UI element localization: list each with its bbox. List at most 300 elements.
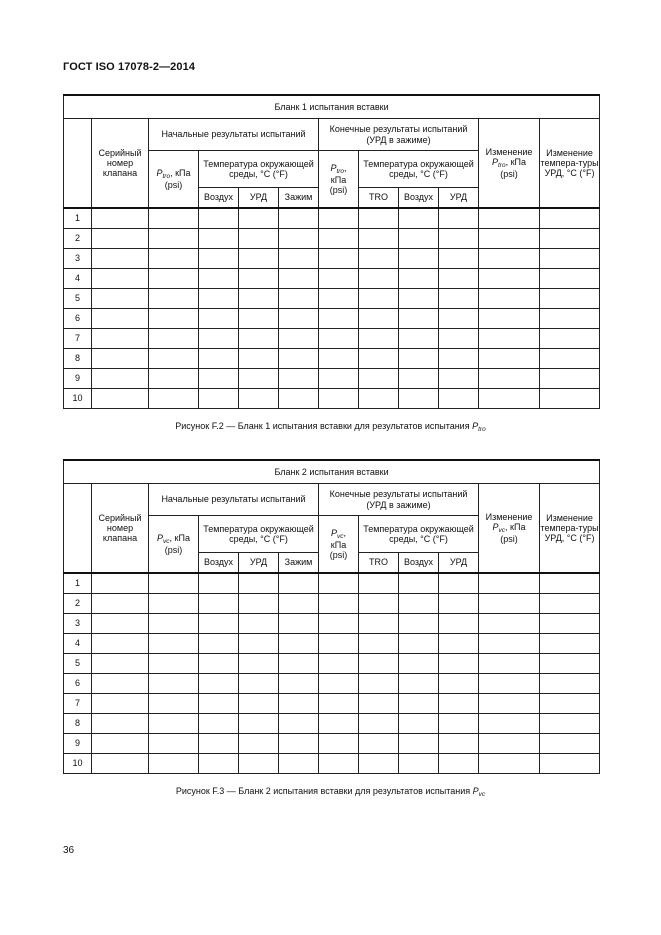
entry-cell[interactable]: [319, 269, 359, 289]
entry-cell[interactable]: [540, 349, 600, 369]
entry-cell[interactable]: [319, 229, 359, 249]
page-number: 36: [63, 845, 75, 856]
entry-cell[interactable]: [239, 573, 279, 594]
entry-cell[interactable]: [199, 389, 239, 409]
row-number: 10: [64, 389, 92, 409]
caption-subscript: tro: [478, 426, 486, 433]
entry-cell[interactable]: [479, 674, 540, 694]
entry-cell[interactable]: [399, 289, 439, 309]
table-row: [64, 754, 600, 774]
entry-cell[interactable]: [540, 269, 600, 289]
table-row: [64, 734, 600, 754]
entry-cell[interactable]: [479, 654, 540, 674]
entry-cell[interactable]: [359, 289, 399, 309]
entry-cell[interactable]: [239, 369, 279, 389]
entry-cell[interactable]: [149, 694, 199, 714]
pressure-subscript: vc: [498, 526, 506, 534]
entry-cell[interactable]: [279, 249, 319, 269]
entry-cell[interactable]: [199, 329, 239, 349]
row-number: 5: [64, 654, 92, 674]
caption-symbol: P: [472, 421, 479, 431]
entry-cell[interactable]: [439, 229, 479, 249]
entry-cell[interactable]: [439, 389, 479, 409]
entry-cell[interactable]: [279, 329, 319, 349]
entry-cell[interactable]: [540, 329, 600, 349]
entry-cell[interactable]: [149, 674, 199, 694]
entry-cell[interactable]: [399, 594, 439, 614]
entry-cell[interactable]: [399, 714, 439, 734]
entry-cell[interactable]: [359, 674, 399, 694]
pressure-psi: (psi): [500, 169, 518, 180]
table-row: [64, 594, 600, 614]
entry-cell[interactable]: [149, 208, 199, 229]
entry-cell[interactable]: [319, 249, 359, 269]
final-ambient-temp-header: Температура окружающей среды, °С (°F): [359, 151, 479, 188]
entry-cell[interactable]: [239, 349, 279, 369]
pressure-symbol: P: [491, 156, 498, 167]
entry-cell[interactable]: [319, 389, 359, 409]
row-number: 4: [64, 269, 92, 289]
entry-cell[interactable]: [319, 694, 359, 714]
entry-cell[interactable]: [439, 289, 479, 309]
entry-cell[interactable]: [479, 289, 540, 309]
entry-cell[interactable]: [239, 734, 279, 754]
entry-cell[interactable]: [479, 734, 540, 754]
entry-cell[interactable]: [540, 754, 600, 774]
entry-cell[interactable]: [319, 734, 359, 754]
row-number: 1: [64, 573, 92, 594]
entry-cell[interactable]: [92, 229, 149, 249]
entry-cell[interactable]: [359, 329, 399, 349]
entry-cell[interactable]: [439, 573, 479, 594]
entry-cell[interactable]: [239, 208, 279, 229]
entry-cell[interactable]: [479, 249, 540, 269]
row-number: 9: [64, 369, 92, 389]
entry-cell[interactable]: [199, 309, 239, 329]
entry-cell[interactable]: [359, 573, 399, 594]
entry-cell[interactable]: [279, 229, 319, 249]
pressure-unit-kpa: кПа: [330, 540, 347, 551]
entry-cell[interactable]: [359, 694, 399, 714]
pressure-symbol: P: [330, 162, 337, 173]
entry-cell[interactable]: [359, 594, 399, 614]
entry-cell[interactable]: [359, 734, 399, 754]
entry-cell[interactable]: [239, 249, 279, 269]
pressure-change-header: [479, 119, 540, 209]
entry-cell[interactable]: [279, 714, 319, 734]
entry-cell[interactable]: [540, 309, 600, 329]
row-number: 10: [64, 754, 92, 774]
entry-cell[interactable]: [279, 634, 319, 654]
entry-cell[interactable]: [239, 674, 279, 694]
entry-cell[interactable]: [92, 329, 149, 349]
entry-cell[interactable]: [359, 614, 399, 634]
entry-cell[interactable]: [199, 269, 239, 289]
entry-cell[interactable]: [149, 389, 199, 409]
table-row: [64, 269, 600, 289]
entry-cell[interactable]: [149, 349, 199, 369]
row-number: 5: [64, 289, 92, 309]
pressure-change-label: Изменение: [485, 511, 533, 522]
entry-cell[interactable]: [239, 389, 279, 409]
col-tro: TRO: [359, 188, 399, 209]
row-number-header: [64, 484, 92, 574]
entry-cell[interactable]: [540, 594, 600, 614]
entry-cell[interactable]: [540, 654, 600, 674]
entry-cell[interactable]: [239, 229, 279, 249]
entry-cell[interactable]: [279, 654, 319, 674]
entry-cell[interactable]: [439, 694, 479, 714]
row-number: 2: [64, 594, 92, 614]
entry-cell[interactable]: [149, 249, 199, 269]
entry-cell[interactable]: [479, 208, 540, 229]
entry-cell[interactable]: [479, 714, 540, 734]
entry-cell[interactable]: [149, 573, 199, 594]
table-row: [64, 208, 600, 229]
entry-cell[interactable]: [92, 309, 149, 329]
pressure-unit-psi: (psi): [329, 550, 348, 561]
entry-cell[interactable]: [239, 754, 279, 774]
entry-cell[interactable]: [199, 654, 239, 674]
entry-cell[interactable]: [319, 674, 359, 694]
table-row: [64, 369, 600, 389]
entry-cell[interactable]: [439, 754, 479, 774]
pressure-unit: , кПа (psi): [164, 532, 190, 556]
entry-cell[interactable]: [479, 694, 540, 714]
entry-cell[interactable]: [149, 594, 199, 614]
pressure-symbol: P: [156, 167, 163, 178]
entry-cell[interactable]: [439, 369, 479, 389]
entry-cell[interactable]: [439, 714, 479, 734]
entry-cell[interactable]: [92, 694, 149, 714]
entry-cell[interactable]: [399, 229, 439, 249]
serial-number-header: Серийный номер клапана: [92, 119, 149, 209]
entry-cell[interactable]: [359, 309, 399, 329]
col-urd-initial: УРД: [239, 553, 279, 574]
entry-cell[interactable]: [319, 594, 359, 614]
entry-cell[interactable]: [199, 674, 239, 694]
entry-cell[interactable]: [439, 674, 479, 694]
figure-caption-f2: [0, 421, 661, 433]
entry-cell[interactable]: [359, 714, 399, 734]
entry-cell[interactable]: [149, 654, 199, 674]
pressure-change-header: [479, 484, 540, 574]
entry-cell[interactable]: [319, 573, 359, 594]
table-row: [64, 674, 600, 694]
entry-cell[interactable]: [149, 614, 199, 634]
temperature-change-header: Изменение темпера-туры УРД, °С (°F): [540, 119, 600, 209]
entry-cell[interactable]: [239, 694, 279, 714]
caption-text: Рисунок F.3 — Бланк 2 испытания вставки для результатов испытания: [175, 786, 471, 796]
pressure-symbol: P: [157, 532, 164, 543]
entry-cell[interactable]: [279, 309, 319, 329]
entry-cell[interactable]: [279, 694, 319, 714]
entry-cell[interactable]: [399, 694, 439, 714]
entry-cell[interactable]: [279, 389, 319, 409]
entry-cell[interactable]: [199, 369, 239, 389]
row-number: 6: [64, 309, 92, 329]
entry-cell[interactable]: [540, 389, 600, 409]
entry-cell[interactable]: [359, 269, 399, 289]
entry-cell[interactable]: [199, 714, 239, 734]
entry-cell[interactable]: [359, 754, 399, 774]
entry-cell[interactable]: [149, 754, 199, 774]
entry-cell[interactable]: [239, 269, 279, 289]
table-row: [64, 229, 600, 249]
entry-cell[interactable]: [239, 329, 279, 349]
entry-cell[interactable]: [399, 349, 439, 369]
entry-cell[interactable]: [359, 654, 399, 674]
table-row: [64, 634, 600, 654]
entry-cell[interactable]: [439, 594, 479, 614]
entry-cell[interactable]: [199, 734, 239, 754]
entry-cell[interactable]: [239, 614, 279, 634]
entry-cell[interactable]: [399, 269, 439, 289]
entry-cell[interactable]: [479, 349, 540, 369]
entry-cell[interactable]: [540, 714, 600, 734]
entry-cell[interactable]: [399, 634, 439, 654]
table-row: [64, 714, 600, 734]
entry-cell[interactable]: [359, 349, 399, 369]
col-air-initial: Воздух: [199, 188, 239, 209]
entry-cell[interactable]: [92, 674, 149, 694]
entry-cell[interactable]: [92, 594, 149, 614]
entry-cell[interactable]: [439, 249, 479, 269]
entry-cell[interactable]: [319, 634, 359, 654]
pressure-change-label: Изменение: [485, 146, 533, 157]
entry-cell[interactable]: [399, 249, 439, 269]
entry-cell[interactable]: [199, 594, 239, 614]
entry-cell[interactable]: [279, 734, 319, 754]
entry-cell[interactable]: [92, 208, 149, 229]
entry-cell[interactable]: [399, 614, 439, 634]
form-body: [64, 208, 600, 409]
entry-cell[interactable]: [149, 289, 199, 309]
entry-cell[interactable]: [319, 754, 359, 774]
entry-cell[interactable]: [540, 734, 600, 754]
entry-cell[interactable]: [149, 734, 199, 754]
entry-cell[interactable]: [319, 349, 359, 369]
entry-cell[interactable]: [199, 289, 239, 309]
entry-cell[interactable]: [359, 369, 399, 389]
entry-cell[interactable]: [239, 714, 279, 734]
entry-cell[interactable]: [199, 349, 239, 369]
entry-cell[interactable]: [319, 654, 359, 674]
initial-ambient-temp-header: Температура окружающей среды, °С (°F): [199, 516, 319, 553]
col-clamp-initial: Зажим: [279, 188, 319, 209]
entry-cell[interactable]: [92, 754, 149, 774]
entry-cell[interactable]: [540, 369, 600, 389]
insert-test-form-1: [63, 94, 600, 409]
entry-cell[interactable]: [439, 734, 479, 754]
entry-cell[interactable]: [239, 309, 279, 329]
entry-cell[interactable]: [399, 369, 439, 389]
entry-cell[interactable]: [92, 654, 149, 674]
entry-cell[interactable]: [540, 289, 600, 309]
entry-cell[interactable]: [479, 389, 540, 409]
entry-cell[interactable]: [479, 369, 540, 389]
entry-cell[interactable]: [439, 654, 479, 674]
entry-cell[interactable]: [149, 369, 199, 389]
entry-cell[interactable]: [199, 614, 239, 634]
entry-cell[interactable]: [540, 634, 600, 654]
entry-cell[interactable]: [279, 674, 319, 694]
entry-cell[interactable]: [399, 329, 439, 349]
entry-cell[interactable]: [92, 269, 149, 289]
insert-test-form-2: [63, 459, 600, 774]
entry-cell[interactable]: [92, 573, 149, 594]
entry-cell[interactable]: [359, 249, 399, 269]
table-row: [64, 349, 600, 369]
pressure-unit: ,: [343, 527, 347, 538]
entry-cell[interactable]: [239, 654, 279, 674]
entry-cell[interactable]: [92, 714, 149, 734]
entry-cell[interactable]: [479, 269, 540, 289]
entry-cell[interactable]: [479, 229, 540, 249]
entry-cell[interactable]: [359, 389, 399, 409]
entry-cell[interactable]: [540, 229, 600, 249]
entry-cell[interactable]: [279, 573, 319, 594]
entry-cell[interactable]: [279, 208, 319, 229]
entry-cell[interactable]: [92, 634, 149, 654]
entry-cell[interactable]: [399, 573, 439, 594]
entry-cell[interactable]: [279, 594, 319, 614]
entry-cell[interactable]: [479, 754, 540, 774]
col-clamp-initial: Зажим: [279, 553, 319, 574]
entry-cell[interactable]: [149, 634, 199, 654]
entry-cell[interactable]: [92, 249, 149, 269]
entry-cell[interactable]: [479, 614, 540, 634]
entry-cell[interactable]: [149, 329, 199, 349]
entry-cell[interactable]: [399, 208, 439, 229]
pressure-psi: (psi): [500, 534, 518, 545]
entry-cell[interactable]: [439, 634, 479, 654]
pressure-unit-psi: (psi): [329, 185, 348, 196]
caption-symbol: P: [472, 786, 479, 796]
row-number: 3: [64, 614, 92, 634]
entry-cell[interactable]: [149, 229, 199, 249]
form-title: Бланк 1 испытания вставки: [64, 95, 600, 119]
entry-cell[interactable]: [319, 289, 359, 309]
entry-cell[interactable]: [319, 329, 359, 349]
entry-cell[interactable]: [439, 614, 479, 634]
entry-cell[interactable]: [239, 594, 279, 614]
entry-cell[interactable]: [399, 674, 439, 694]
entry-cell[interactable]: [439, 269, 479, 289]
entry-cell[interactable]: [319, 309, 359, 329]
caption-subscript: vc: [478, 791, 486, 798]
entry-cell[interactable]: [239, 634, 279, 654]
entry-cell[interactable]: [540, 208, 600, 229]
row-number: 7: [64, 694, 92, 714]
entry-cell[interactable]: [279, 614, 319, 634]
entry-cell[interactable]: [199, 249, 239, 269]
entry-cell[interactable]: [279, 754, 319, 774]
pressure-symbol: P: [330, 527, 337, 538]
entry-cell[interactable]: [359, 634, 399, 654]
entry-cell[interactable]: [199, 208, 239, 229]
entry-cell[interactable]: [540, 573, 600, 594]
row-number: 6: [64, 674, 92, 694]
table-row: [64, 389, 600, 409]
entry-cell[interactable]: [92, 389, 149, 409]
entry-cell[interactable]: [479, 594, 540, 614]
entry-cell[interactable]: [540, 674, 600, 694]
pressure-unit: , кПа (psi): [164, 167, 191, 191]
entry-cell[interactable]: [239, 289, 279, 309]
entry-cell[interactable]: [199, 229, 239, 249]
row-number-header: [64, 119, 92, 209]
table-row: [64, 694, 600, 714]
entry-cell[interactable]: [540, 694, 600, 714]
entry-cell[interactable]: [319, 369, 359, 389]
final-pressure-header: [319, 516, 359, 574]
initial-results-header: Начальные результаты испытаний: [149, 119, 319, 151]
entry-cell[interactable]: [439, 329, 479, 349]
entry-cell[interactable]: [149, 269, 199, 289]
entry-cell[interactable]: [479, 573, 540, 594]
entry-cell[interactable]: [279, 369, 319, 389]
entry-cell[interactable]: [479, 309, 540, 329]
entry-cell[interactable]: [399, 754, 439, 774]
entry-cell[interactable]: [199, 634, 239, 654]
row-number: 2: [64, 229, 92, 249]
entry-cell[interactable]: [149, 714, 199, 734]
entry-cell[interactable]: [279, 269, 319, 289]
pressure-subscript: vc: [337, 532, 344, 540]
entry-cell[interactable]: [359, 208, 399, 229]
entry-cell[interactable]: [199, 694, 239, 714]
entry-cell[interactable]: [319, 208, 359, 229]
entry-cell[interactable]: [92, 349, 149, 369]
table-row: [64, 654, 600, 674]
entry-cell[interactable]: [540, 614, 600, 634]
col-urd-initial: УРД: [239, 188, 279, 209]
entry-cell[interactable]: [399, 734, 439, 754]
initial-pressure-header: [149, 151, 199, 209]
entry-cell[interactable]: [479, 634, 540, 654]
entry-cell[interactable]: [199, 754, 239, 774]
table-row: [64, 309, 600, 329]
entry-cell[interactable]: [92, 614, 149, 634]
serial-number-header: Серийный номер клапана: [92, 484, 149, 574]
entry-cell[interactable]: [92, 289, 149, 309]
entry-cell[interactable]: [439, 309, 479, 329]
final-pressure-header: [319, 151, 359, 209]
entry-cell[interactable]: [92, 734, 149, 754]
entry-cell[interactable]: [399, 654, 439, 674]
entry-cell[interactable]: [199, 573, 239, 594]
entry-cell[interactable]: [399, 309, 439, 329]
entry-cell[interactable]: [279, 289, 319, 309]
entry-cell[interactable]: [399, 389, 439, 409]
entry-cell[interactable]: [92, 369, 149, 389]
pressure-subscript: vc: [163, 537, 170, 545]
entry-cell[interactable]: [319, 614, 359, 634]
entry-cell[interactable]: [319, 714, 359, 734]
entry-cell[interactable]: [540, 249, 600, 269]
final-results-header: Конечные результаты испытаний (УРД в зажиме): [319, 119, 479, 151]
entry-cell[interactable]: [359, 229, 399, 249]
initial-pressure-header: [149, 516, 199, 574]
row-number: 1: [64, 208, 92, 229]
table-row: [64, 249, 600, 269]
entry-cell[interactable]: [439, 349, 479, 369]
entry-cell[interactable]: [149, 309, 199, 329]
entry-cell[interactable]: [439, 208, 479, 229]
entry-cell[interactable]: [479, 329, 540, 349]
entry-cell[interactable]: [279, 349, 319, 369]
